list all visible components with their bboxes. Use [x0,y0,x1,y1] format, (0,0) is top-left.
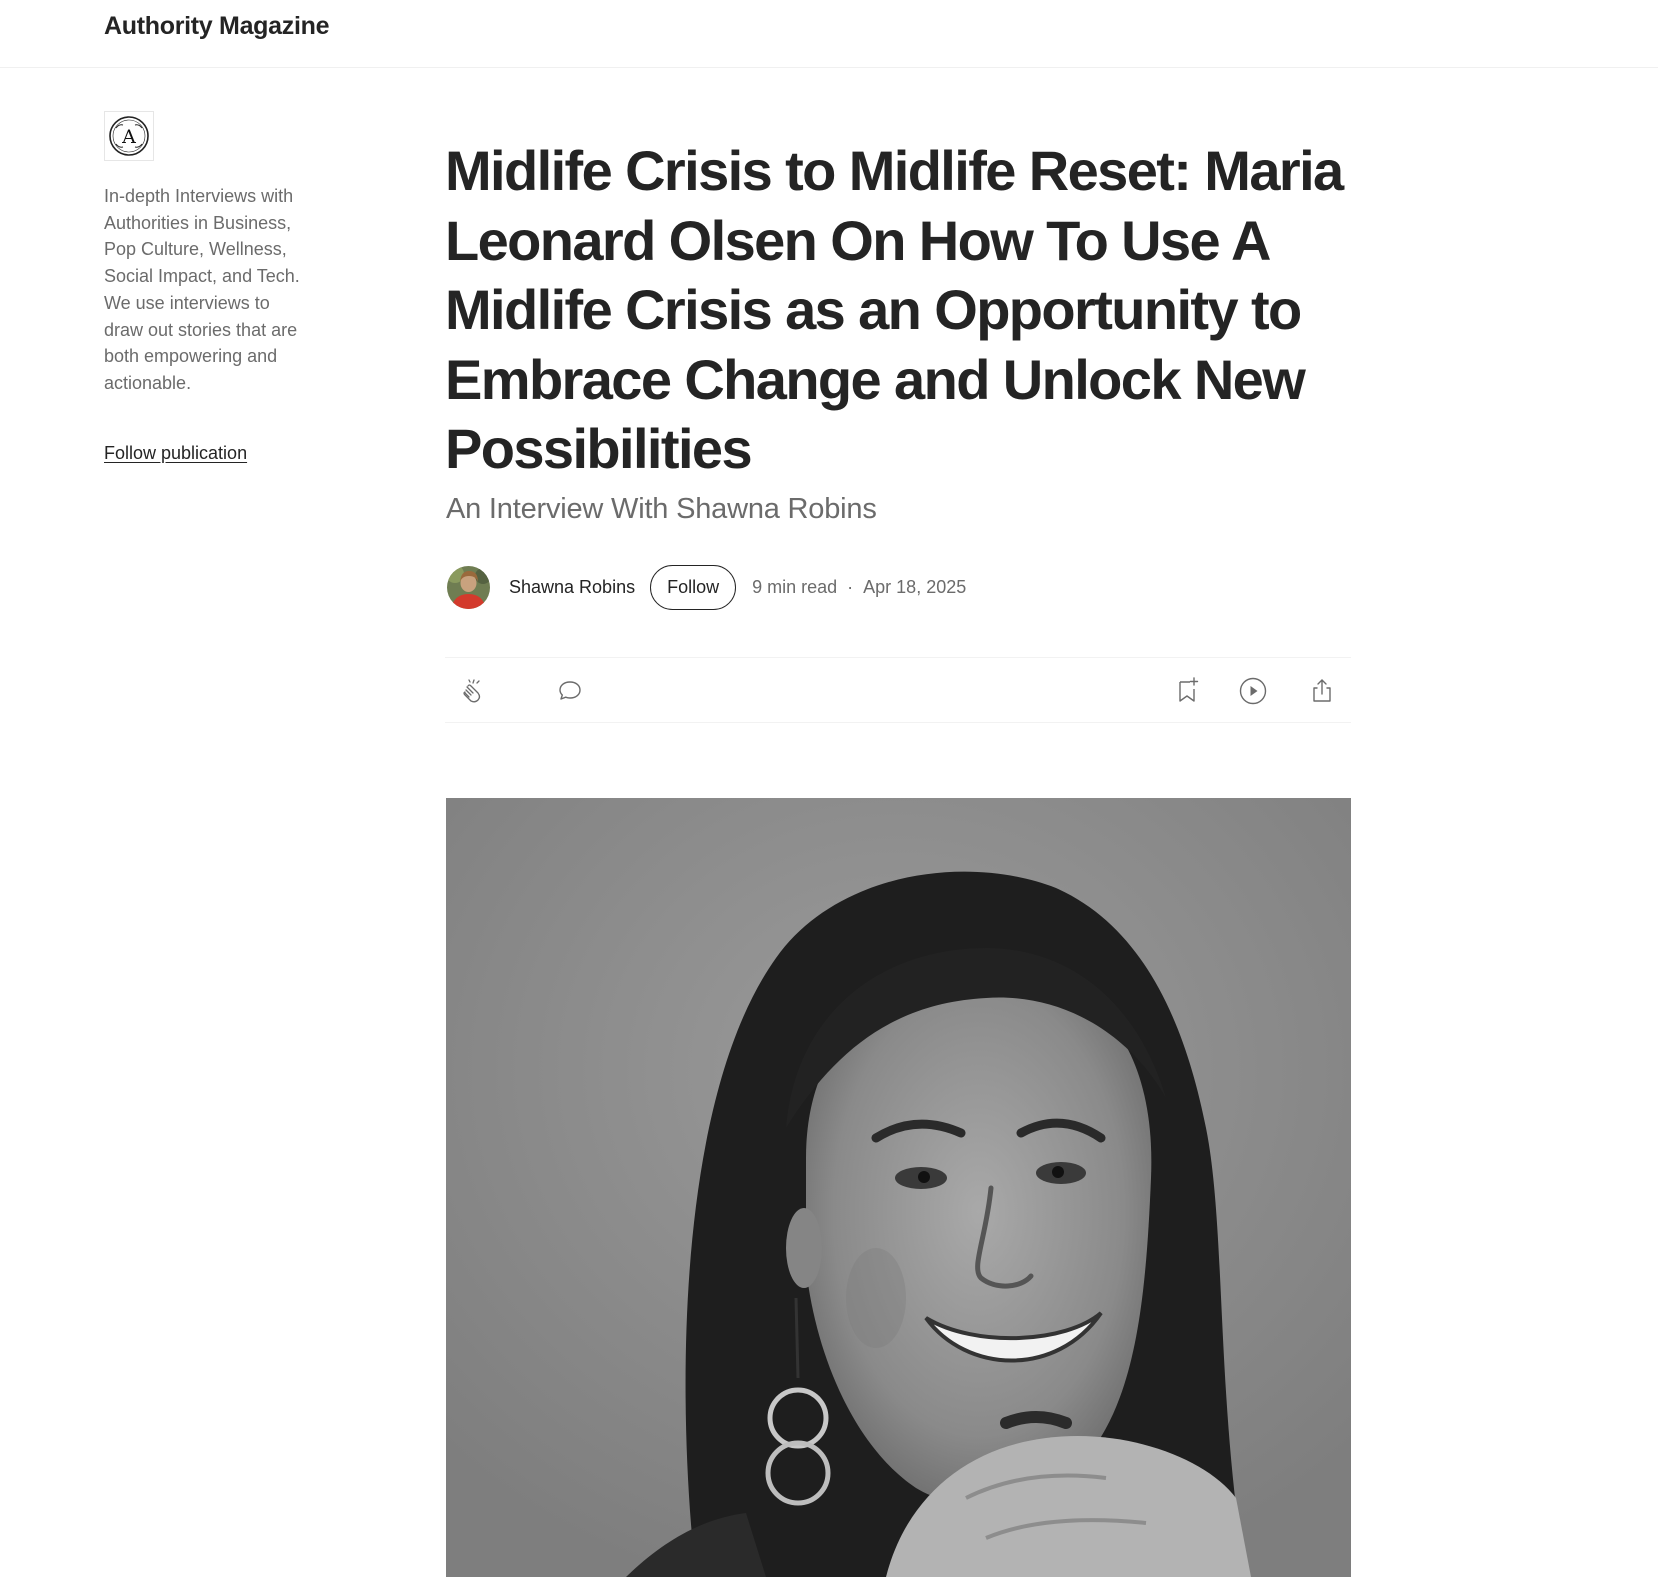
svg-text:A: A [122,126,136,148]
article-subtitle: An Interview With Shawna Robins [446,493,877,525]
top-bar [0,0,1658,68]
article-title: Midlife Crisis to Midlife Reset: Maria Leonard Olsen On How To Use A Midlife Crisis as an Opportunity to Embrace Change and Unlock New Possibilities [445,139,1343,480]
comment-icon[interactable] [555,676,585,706]
follow-publication-link[interactable]: Follow publication [104,443,248,463]
publication-brand-link[interactable]: Authority Magazine [104,12,330,40]
article-action-bar [445,657,1351,723]
follow-author-button[interactable]: Follow [650,565,736,610]
publication-logo[interactable] [104,111,154,161]
meta-separator: · [847,576,854,597]
hero-image [446,798,1351,1577]
author-name-link[interactable]: Shawna Robins [509,576,636,597]
author-avatar[interactable] [447,566,490,609]
bookmark-add-icon[interactable] [1172,676,1202,706]
author-avatar-photo [447,566,490,609]
publication-logo-emblem [107,114,151,158]
clap-icon[interactable] [457,676,487,706]
share-icon[interactable] [1307,676,1337,706]
listen-play-icon[interactable] [1238,676,1268,706]
hero-portrait-photo [446,798,1351,1577]
publication-description: In-depth Interviews with Authorities in Business, Pop Culture, Wellness, Social Impact, and Tech. We use interviews to draw out stories that are both empowering and actionable. [104,186,300,393]
author-byline [447,564,966,610]
publish-date: Apr 18, 2025 [863,576,967,597]
read-time: 9 min read [752,576,838,597]
